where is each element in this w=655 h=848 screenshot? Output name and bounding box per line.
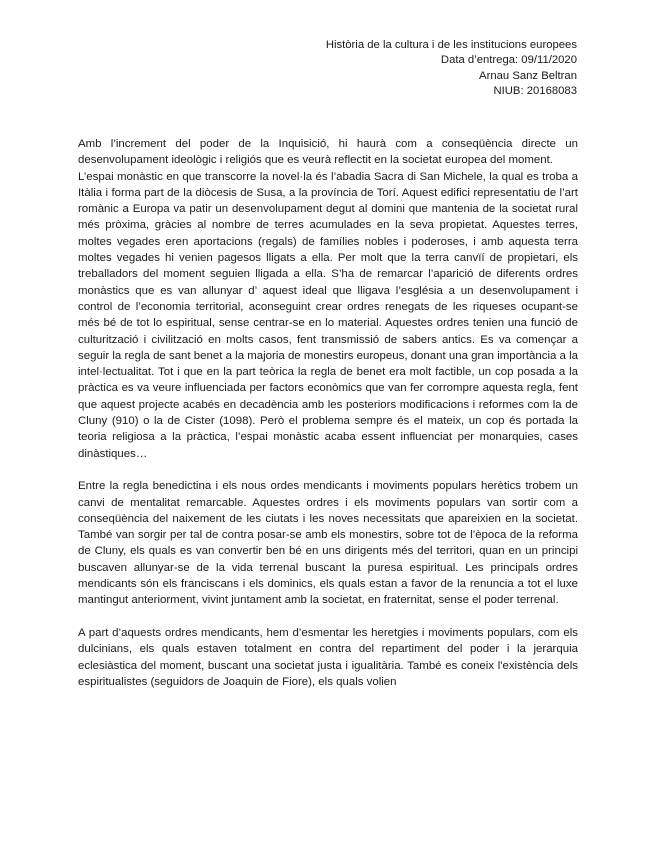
document-header xyxy=(326,38,577,99)
paragraph-mendicant-orders: Entre la regla benedictina i els nous ordes mendicants i moviments populars herètics trobem un canvi de mentalitat remarcable. Aquestes ordres i els moviments populars van sortir com a conseqüència del naixement de les ciutats i les noves necessitats que apareixien en la societat. També van sorgir per tal de contra posar-se amb els monestirs, sobre tot de l’època de la reforma de Cluny, els quals es van convertir ben bé en uns dirigents més del territori, quan en un principi buscaven allunyar-se de la vida terrenal buscant la puresa espiritual. Les principals ordres mendicants són els franciscans i els dominics, els quals estan a favor de la renuncia a tot el luxe mantingut anteriorment, vivint juntament amb la societat, en fraternitat, sense el poder terrenal. xyxy=(78,480,578,607)
delivery-date: Data d’entrega: 09/11/2020 xyxy=(440,54,577,67)
paragraph-monastic-space: L’espai monàstic en que transcorre la novel·la és l’abadia Sacra di San Michele, la qual es troba a Itàlia i forma part de la diòcesis de Susa, a la província de Torí. Aquest edifici representatiu de l’art romànic a Europa va patir un desenvolupament degut al domini que mantenia de la societat rural més pròxima, gràcies al nombre de terres acumulades en la seva propietat. Aquestes terres, moltes vegades eren aportacions (regals) de famílies nobles i poderoses, i amb aquesta terra moltes vegades hi venien pagesos lligats a ella. Per molt que la terra canvïí de propietari, els treballadors del moment seguien lligada a ella. S’ha de remarcar l’aparició de diferents ordres monàstics que es van allunyar d’ aquest ideal que lligava l’església a un desenvolupament i control de l’economia territorial, aconseguint crear ordres renegats de les riqueses ocupant-se més bé de tot lo espiritual, sense centrar-se en lo material. Aquestes ordres tenien una funció de culturització i civilització en molts casos, fent transmissió de sabers antics. Es va començar a seguir la regla de sant benet a la majoria de monestirs europeus, donant una gran importància a la intel·lectualitat. Tot i que en la part teòrica la regla de benet era molt factible, un cop posada a la pràctica es va veure influenciada per factors econòmics que van fer corrompre aquesta regla, fent que aquest projecte acabés en decadència amb les posteriors modificacions i reformes com la de Cluny (910) o la de Cister (1098). Però el problema sempre és el mateix, un cop és portada la teoria religiosa a la pràctica, l’espai monàstic acaba essent influenciat per monarquies, cases dinàstiques… xyxy=(78,170,578,460)
paragraph-intro: Amb l’increment del poder de la Inquisició, hi haurà com a conseqüència directe un desenvolupament ideològic i religiós que es veurà reflectit en la societat europea del moment. xyxy=(78,138,578,167)
course-title: Història de la cultura i de les institucions europees xyxy=(325,39,577,51)
student-id: NIUB: 20168083 xyxy=(493,84,577,97)
document-body xyxy=(78,136,578,690)
author-name: Arnau Sanz Beltran xyxy=(479,69,577,82)
paragraph-heresies: A part d’aquests ordres mendicants, hem d’esmentar les heretgies i moviments populars, com els dulcinians, els quals estaven totalment en contra del repartiment del poder i la jerarquia eclesiàstica del moment, buscant una societat justa i igualitària. També es coneix l'existència dels espiritualistes (seguidors de Joaquin de Fiore), els quals volien xyxy=(78,626,578,688)
